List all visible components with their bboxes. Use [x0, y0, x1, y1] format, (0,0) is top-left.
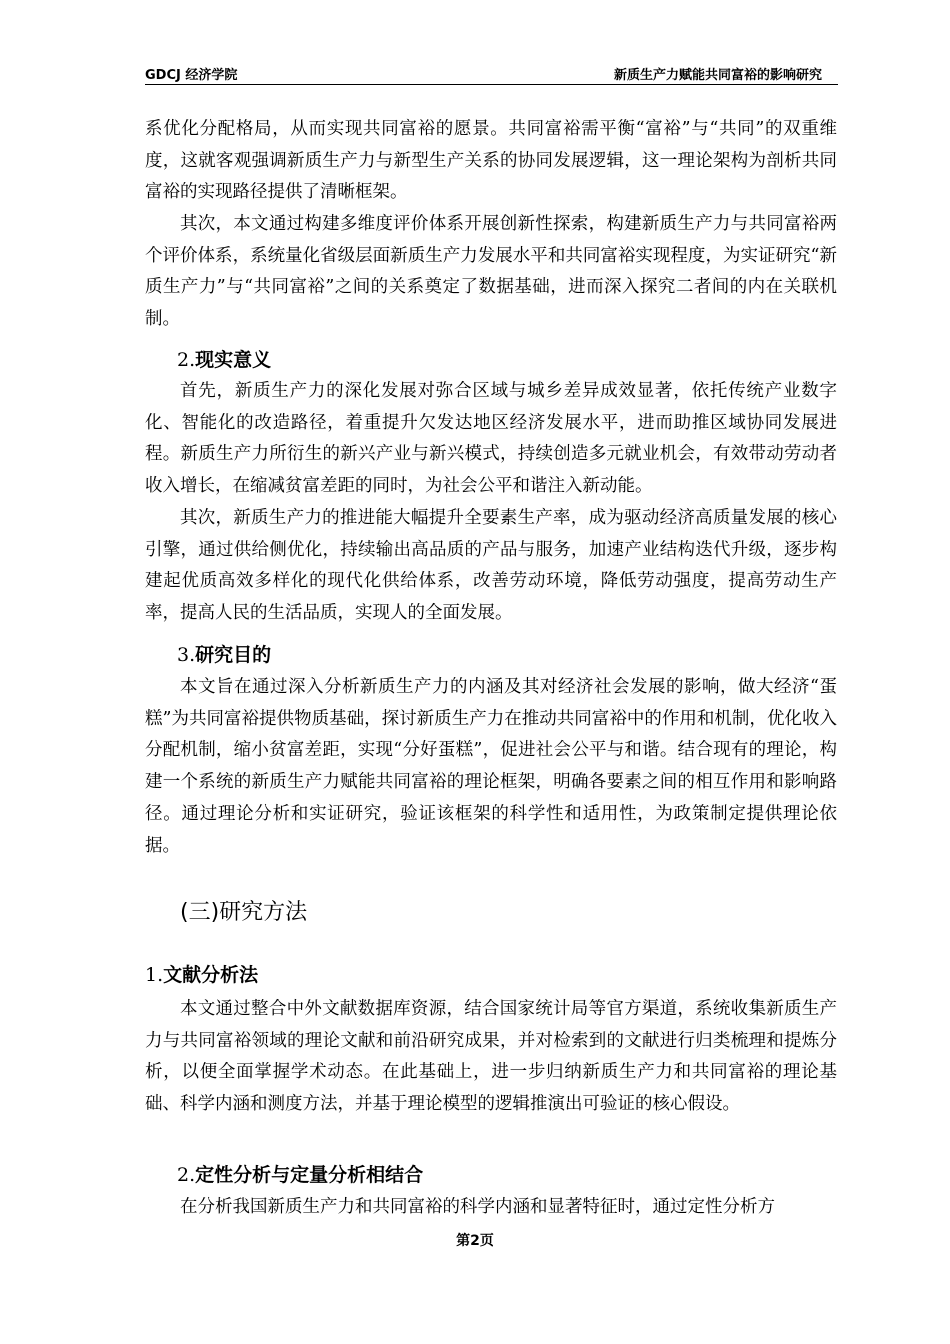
paragraph-literature-analysis: 本文通过整合中外文献数据库资源，结合国家统计局等官方渠道，系统收集新质生产力与共同富裕领域的理论文献和前沿研究成果，并对检索到的文献进行归类梳理和提炼分析，以便全面掌握学术动态。在此基础上，进一步归纳新质生产力和共同富裕的理论基础、科学内涵和测度方法，并基于理论模型的逻辑推演出可验证的核心假设。 [145, 999, 837, 1115]
heading-text: 研究目的 [195, 644, 272, 666]
heading-text: 文献分析法 [163, 964, 259, 986]
heading-literature-analysis [145, 960, 258, 987]
heading-number: 2. [177, 1164, 196, 1186]
heading-number: 3. [177, 644, 196, 666]
heading-text: 现实意义 [195, 349, 272, 371]
paragraph-research-purpose: 本文旨在通过深入分析新质生产力的内涵及其对经济社会发展的影响，做大经济“蛋糕”为共同富裕提供物质基础，探讨新质生产力在推动共同富裕中的作用和机制，优化收入分配机制，缩小贫富差距，实现“分好蛋糕”，促进社会公平与和谐。结合现有的理论，构建一个系统的新质生产力赋能共同富裕的理论框架，明确各要素之间的相互作用和影响路径。通过理论分析和实证研究，验证该框架的科学性和适用性，为政策制定提供理论依据。 [145, 677, 837, 856]
heading-text: 定性分析与定量分析相结合 [195, 1164, 424, 1186]
paragraph-theory-second: 其次，本文通过构建多维度评价体系开展创新性探索，构建新质生产力与共同富裕两个评价体系，系统量化省级层面新质生产力发展水平和共同富裕实现程度，为实证研究“新质生产力”与“共同富裕”之间的关系奠定了数据基础，进而深入探究二者间的内在关联机制。 [145, 214, 837, 330]
header-left-text: GDCJ 经济学院 [145, 68, 238, 83]
heading-research-purpose [177, 640, 271, 667]
paragraph-practical-first: 首先，新质生产力的深化发展对弥合区域与城乡差异成效显著，依托传统产业数字化、智能化的改造路径，着重提升欠发达地区经济发展水平，进而助推区域协同发展进程。新质生产力所衍生的新兴产业与新兴模式，持续创造多元就业机会，有效带动劳动者收入增长，在缩减贫富差距的同时，为社会公平和谐注入新动能。 [145, 381, 837, 497]
page-number: 第2页 [456, 1233, 494, 1249]
header-right-text: 新质生产力赋能共同富裕的影响研究 [613, 68, 822, 83]
heading-qualitative-quantitative [177, 1160, 423, 1187]
paragraph-theory-continued: 系优化分配格局，从而实现共同富裕的愿景。共同富裕需平衡“富裕”与“共同”的双重维度，这就客观强调新质生产力与新型生产关系的协同发展逻辑，这一理论架构为剖析共同富裕的实现路径提供了清晰框架。 [145, 119, 837, 203]
heading-number: 2. [177, 349, 196, 371]
paragraph-practical-second: 其次，新质生产力的推进能大幅提升全要素生产率，成为驱动经济高质量发展的核心引擎，通过供给侧优化，持续输出高品质的产品与服务，加速产业结构迭代升级，逐步构建起优质高效多样化的现代化供给体系，改善劳动环境，降低劳动强度，提高劳动生产率，提高人民的生活品质，实现人的全面发展。 [145, 508, 837, 624]
paragraph-qualitative-quantitative: 在分析我国新质生产力和共同富裕的科学内涵和显著特征时，通过定性分析方 [180, 1197, 775, 1217]
heading-number: 1. [145, 964, 164, 986]
heading-practical-significance [177, 345, 271, 372]
header-divider [145, 84, 838, 85]
heading-research-methods: (三)研究方法 [180, 900, 308, 925]
